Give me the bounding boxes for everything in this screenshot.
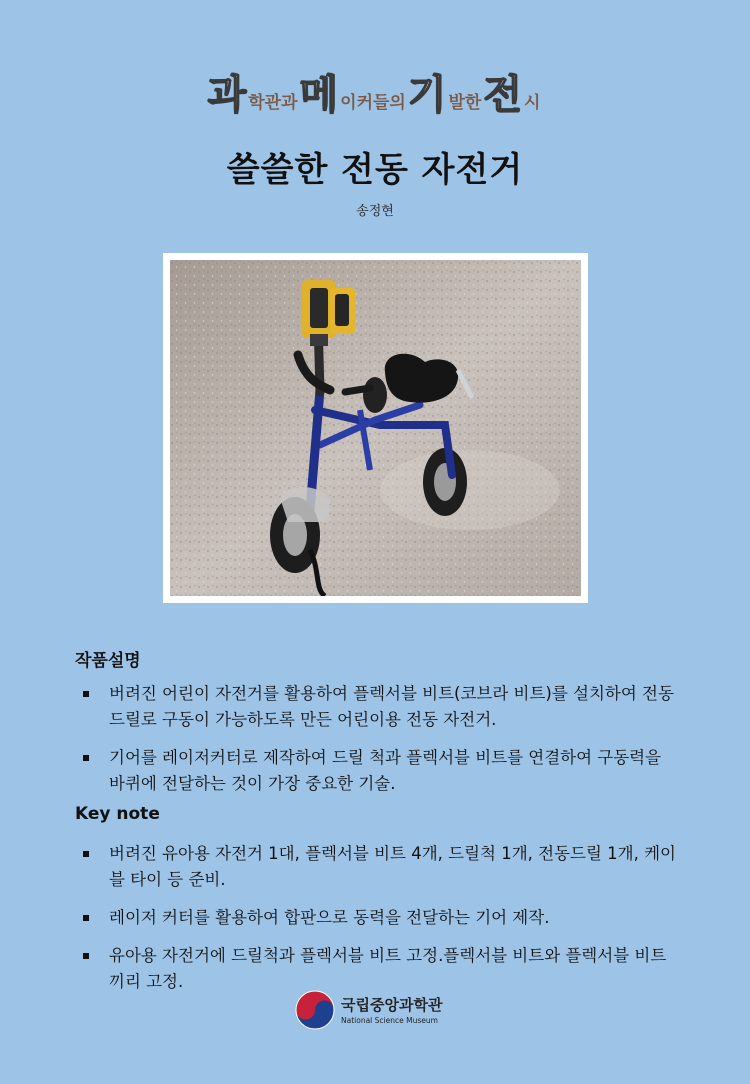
banner-char: 기	[407, 72, 447, 118]
banner-text: 발한	[448, 93, 482, 113]
banner-text: 학관과	[248, 93, 298, 113]
description-heading: 작품설명	[75, 651, 141, 671]
keynote-list	[80, 841, 680, 995]
list-item: 버려진 유아용 자전거 1대, 플렉서블 비트 4개, 드릴척 1개, 전동드릴 1개, 케이블 타이 등 준비.	[80, 841, 680, 893]
photo-frame	[163, 253, 588, 603]
list-item: 레이저 커터를 활용하여 합판으로 동력을 전달하는 기어 제작.	[80, 905, 680, 931]
banner-char: 과	[207, 72, 247, 118]
museum-name-ko: 국립중앙과학관	[341, 996, 443, 1014]
keynote-heading: Key note	[75, 804, 160, 824]
page-title: 쓸쓸한 전동 자전거	[226, 150, 524, 190]
author-name: 송정현	[356, 204, 394, 219]
banner-char: 메	[299, 72, 339, 118]
list-item: 버려진 어린이 자전거를 활용하여 플렉서블 비트(코브라 비트)를 설치하여 전동드릴로 구동이 가능하도록 만든 어린이용 전동 자전거.	[80, 681, 680, 733]
banner-text: 이커들의	[340, 93, 406, 113]
square-bullet-icon	[83, 915, 89, 921]
square-bullet-icon	[83, 953, 89, 959]
museum-logo	[295, 990, 495, 1032]
square-bullet-icon	[83, 691, 89, 697]
square-bullet-icon	[83, 755, 89, 761]
exhibition-banner	[0, 72, 750, 118]
tricycle-photo	[170, 260, 581, 596]
square-bullet-icon	[83, 851, 89, 857]
museum-name-en: National Science Museum	[341, 1016, 438, 1025]
banner-text: 시	[523, 93, 541, 113]
list-item: 유아용 자전거에 드릴척과 플렉서블 비트 고정.플렉서블 비트와 플렉서블 비트끼리 고정.	[80, 943, 680, 995]
museum-emblem-icon	[295, 990, 335, 1030]
banner-char: 전	[483, 72, 522, 118]
list-item: 기어를 레이저커터로 제작하여 드릴 척과 플렉서블 비트를 연결하여 구동력을 바퀴에 전달하는 것이 가장 중요한 기술.	[80, 745, 680, 797]
description-list	[80, 681, 680, 797]
